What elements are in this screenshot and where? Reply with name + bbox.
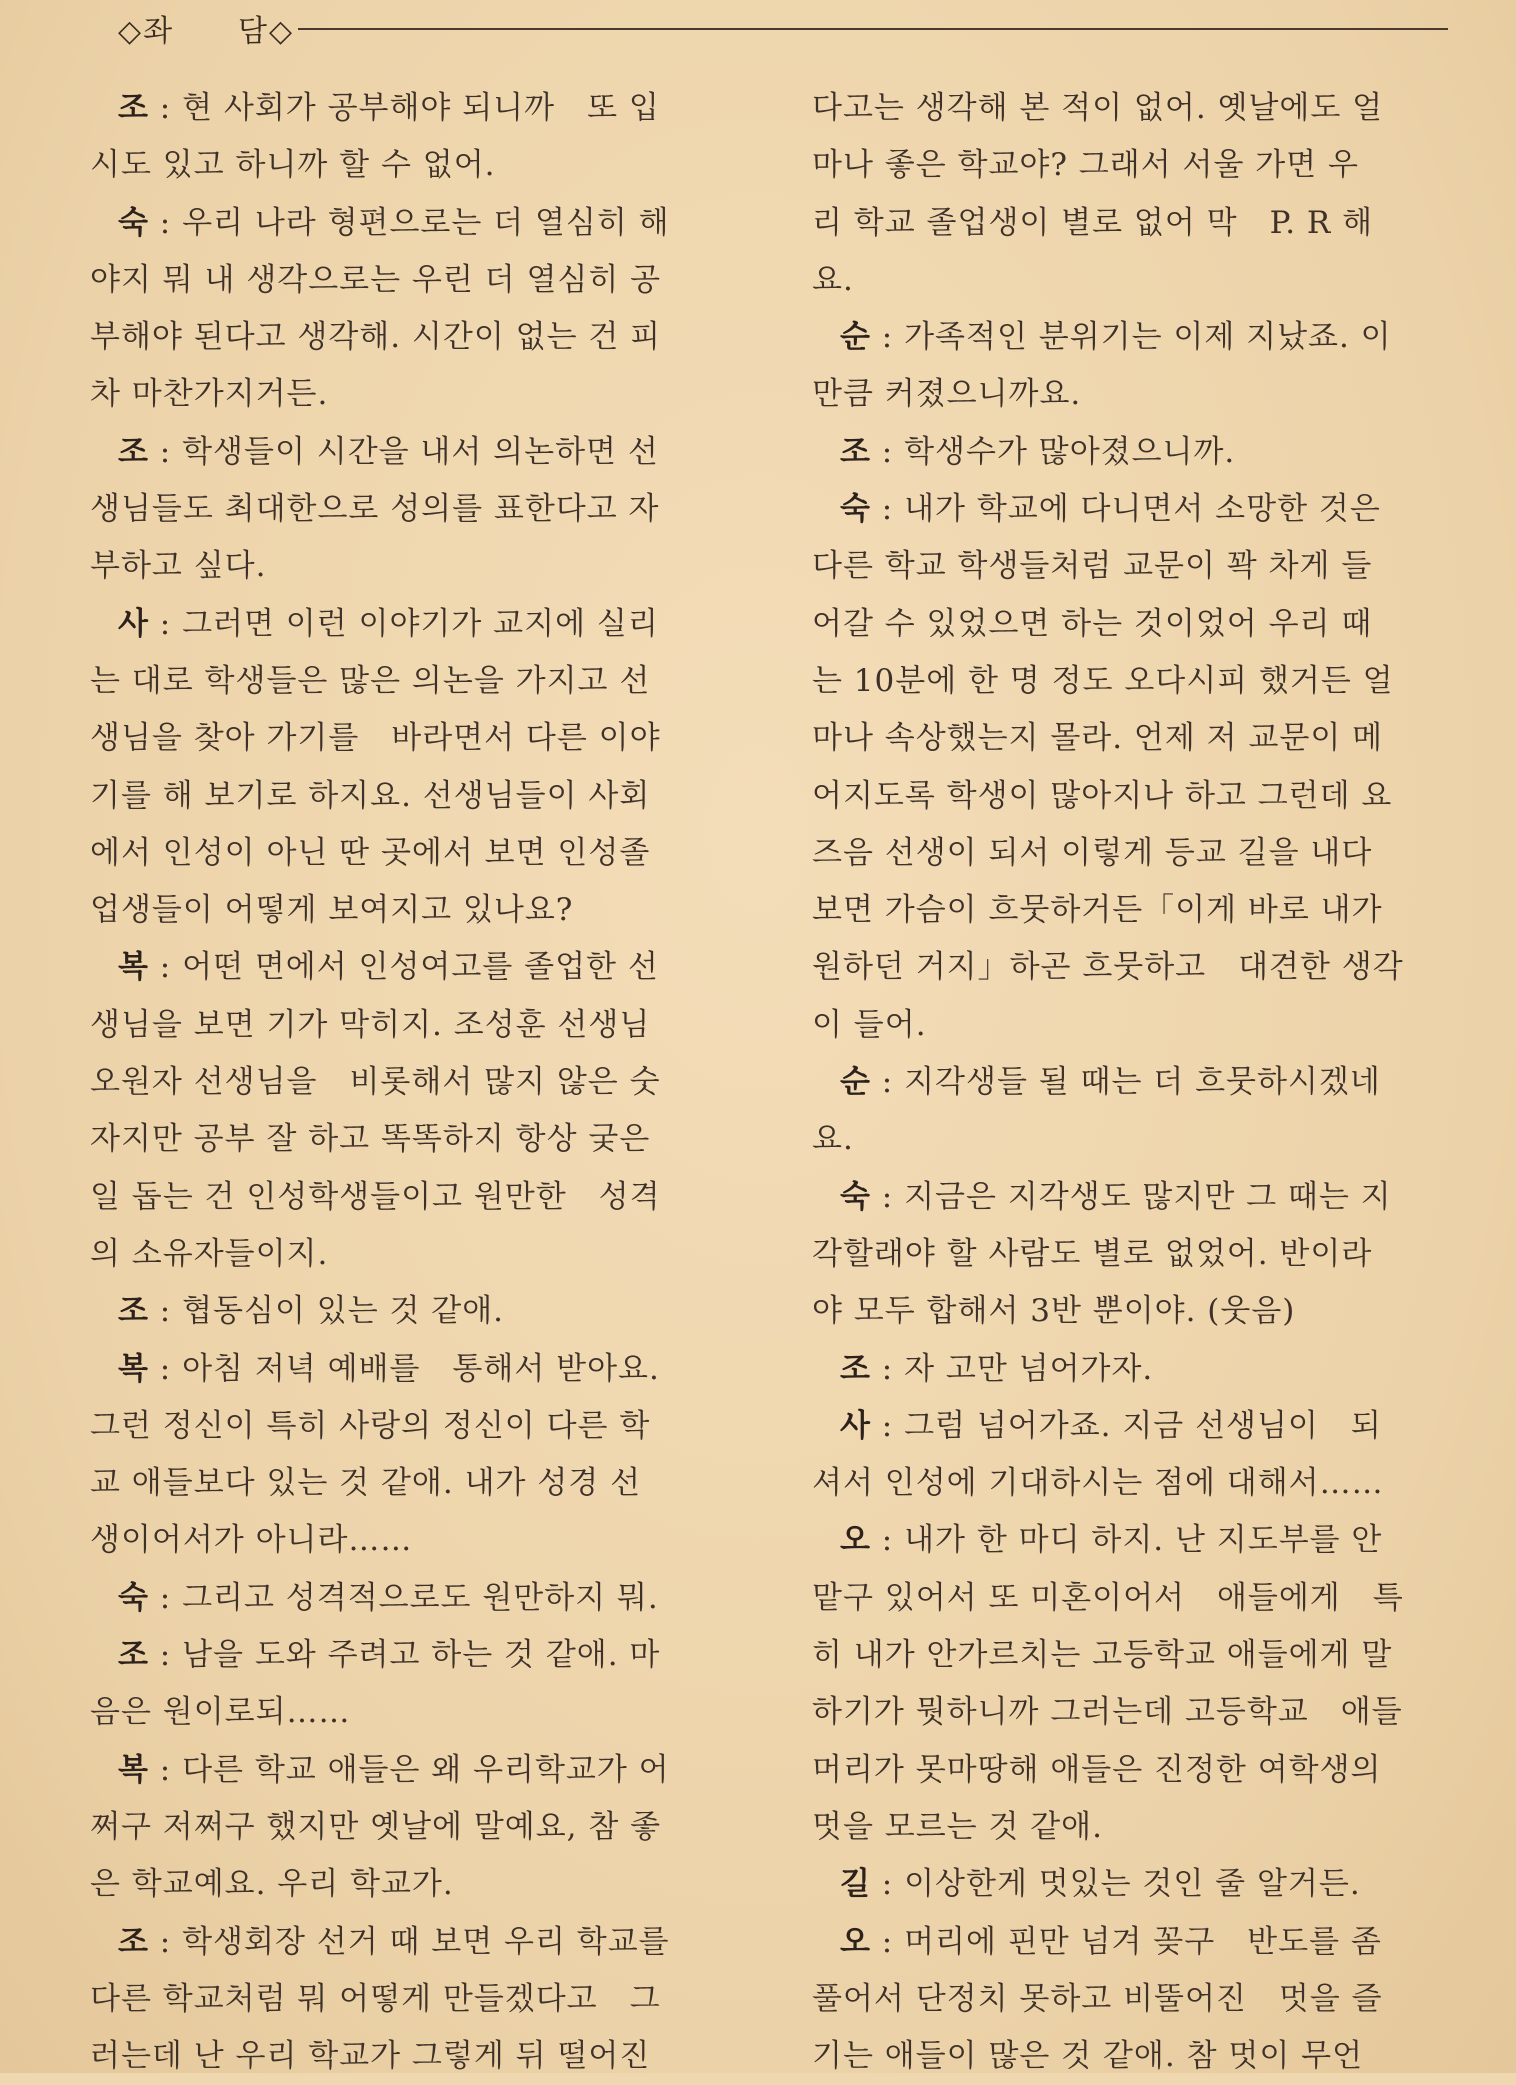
text-line — [812, 1111, 1462, 1168]
text-line — [90, 1742, 740, 1799]
text-line — [90, 366, 740, 423]
line-text: : 현 사회가 공부해야 되니까 또 입 — [148, 90, 660, 126]
text-line — [812, 1914, 1462, 1971]
line-text: 이 들어. — [812, 1006, 927, 1043]
text-line — [90, 1914, 740, 1971]
speaker-label: 복 — [118, 1350, 149, 1387]
text-line — [90, 195, 740, 252]
line-text: : 그리고 성격적으로도 원만하지 뭐. — [148, 1579, 659, 1616]
speaker-label: 사 — [118, 605, 149, 642]
line-text: : 협동심이 있는 것 같애. — [148, 1293, 505, 1330]
line-text: 어지도록 학생이 많아지나 하고 그런데 요 — [812, 777, 1393, 814]
speaker-label: 길 — [840, 1866, 871, 1903]
text-line — [812, 1856, 1462, 1913]
line-text: 맡구 있어서 또 미혼이어서 애들에게 특 — [812, 1579, 1404, 1616]
text-line — [90, 424, 740, 481]
text-column-left — [90, 80, 740, 2085]
text-line — [812, 825, 1462, 882]
line-text: : 다른 학교 애들은 왜 우리학교가 어 — [148, 1751, 670, 1788]
text-line — [812, 653, 1462, 710]
text-line — [90, 80, 740, 137]
line-text: 마나 좋은 학교야? 그래서 서울 가면 우 — [812, 147, 1359, 184]
line-text: 요. — [812, 1121, 854, 1158]
speaker-label: 숙 — [840, 491, 871, 528]
speaker-label: 조 — [118, 1923, 149, 1960]
line-text: 요. — [812, 261, 854, 298]
line-text: 하기가 뭣하니까 그러는데 고등학교 애들 — [812, 1694, 1403, 1731]
text-line — [812, 1341, 1462, 1398]
line-text: 생님을 보면 기가 막히지. 조성훈 선생님 — [90, 1006, 651, 1043]
line-text: 야 모두 합해서 3반 뿐이야. (웃음) — [812, 1293, 1296, 1330]
text-line — [90, 1111, 740, 1168]
page-header — [118, 4, 1448, 52]
section-title: ◇좌 담◇ — [118, 14, 295, 49]
line-text: 생이어서가 아니라…… — [90, 1522, 413, 1559]
speaker-label: 조 — [118, 90, 149, 126]
line-text: 러는데 난 우리 학교가 그렇게 뒤 떨어진 — [90, 2038, 651, 2075]
text-line — [90, 997, 740, 1054]
line-text: 만큼 커졌으니까요. — [812, 376, 1082, 413]
text-line — [812, 481, 1462, 538]
text-line — [90, 137, 740, 194]
text-line — [812, 1054, 1462, 1111]
text-line — [812, 366, 1462, 423]
line-text: 쩌구 저쩌구 했지만 옛날에 말예요, 참 좋 — [90, 1808, 662, 1845]
line-text: : 어떤 면에서 인성여고를 졸업한 선 — [148, 949, 659, 986]
text-line — [90, 710, 740, 767]
line-text: 의 소유자들이지. — [90, 1235, 329, 1272]
text-line — [812, 1226, 1462, 1283]
line-text: 히 내가 안가르치는 고등학교 애들에게 말 — [812, 1637, 1393, 1674]
line-text: 각할래야 할 사람도 별로 없었어. 반이라 — [812, 1235, 1373, 1272]
speaker-label: 순 — [840, 319, 871, 356]
line-text: 기를 해 보기로 하지요. 선생님들이 사회 — [90, 777, 651, 814]
line-text: : 가족적인 분위기는 이제 지났죠. 이 — [870, 319, 1392, 356]
line-text: 즈음 선생이 되서 이렇게 등교 길을 내다 — [812, 834, 1373, 871]
line-text: 원하던 거지」하곤 흐뭇하고 대견한 생각 — [812, 949, 1404, 986]
line-text: 부하고 싶다. — [90, 548, 267, 585]
line-text: : 자 고만 넘어가자. — [870, 1350, 1154, 1387]
line-text: 부해야 된다고 생각해. 시간이 없는 건 피 — [90, 319, 662, 356]
text-line — [812, 1169, 1462, 1226]
line-text: 머리가 못마땅해 애들은 진정한 여학생의 — [812, 1751, 1382, 1788]
line-text: 다른 학교 학생들처럼 교문이 꽉 차게 들 — [812, 548, 1373, 585]
text-line — [90, 1341, 740, 1398]
line-text: 기는 애들이 많은 것 같애. 참 멋이 무언 — [812, 2038, 1364, 2075]
line-text: 는 대로 학생들은 많은 의논을 가지고 선 — [90, 662, 651, 699]
speaker-label: 조 — [118, 1637, 149, 1674]
text-line — [90, 252, 740, 309]
text-line — [812, 80, 1462, 137]
line-text: : 학생회장 선거 때 보면 우리 학교를 — [148, 1923, 670, 1960]
line-text: 풀어서 단정치 못하고 비뚤어진 멋을 즐 — [812, 1980, 1383, 2017]
line-text: : 아침 저녁 예배를 통해서 받아요. — [148, 1350, 660, 1387]
text-line — [90, 1398, 740, 1455]
line-text: 다른 학교처럼 뭐 어떻게 만들겠다고 그 — [90, 1980, 661, 2017]
line-text: 교 애들보다 있는 것 같애. 내가 성경 선 — [90, 1465, 642, 1502]
text-line — [812, 424, 1462, 481]
speaker-label: 순 — [840, 1064, 871, 1101]
text-line — [812, 1283, 1462, 1340]
line-text: 그런 정신이 특히 사랑의 정신이 다른 학 — [90, 1407, 651, 1444]
line-text: 다고는 생각해 본 적이 없어. 옛날에도 얼 — [812, 90, 1384, 126]
speaker-label: 사 — [840, 1407, 871, 1444]
line-text: : 그럼 넘어가죠. 지금 선생님이 되 — [870, 1407, 1382, 1444]
line-text: 은 학교예요. 우리 학교가. — [90, 1866, 454, 1903]
text-line — [90, 596, 740, 653]
line-text: : 그러면 이런 이야기가 교지에 실리 — [148, 605, 659, 642]
speaker-label: 복 — [118, 1751, 149, 1788]
speaker-label: 오 — [840, 1522, 871, 1559]
text-line — [90, 1169, 740, 1226]
text-line — [812, 1570, 1462, 1627]
speaker-label: 복 — [118, 949, 149, 986]
text-line — [90, 1455, 740, 1512]
text-line — [812, 997, 1462, 1054]
line-text: : 내가 학교에 다니면서 소망한 것은 — [870, 491, 1381, 528]
line-text: 일 돕는 건 인성학생들이고 원만한 성격 — [90, 1178, 661, 1215]
text-line — [90, 768, 740, 825]
line-text: 자지만 공부 잘 하고 똑똑하지 항상 궂은 — [90, 1121, 651, 1158]
text-line — [90, 1684, 740, 1741]
text-line — [812, 1627, 1462, 1684]
text-line — [90, 2028, 740, 2085]
text-line — [812, 1742, 1462, 1799]
header-rule — [298, 28, 1448, 30]
text-line — [812, 1398, 1462, 1455]
line-text: 음은 원이로되…… — [90, 1694, 351, 1731]
text-line — [90, 309, 740, 366]
text-line — [90, 481, 740, 538]
text-line — [812, 939, 1462, 996]
line-text: 에서 인성이 아닌 딴 곳에서 보면 인성졸 — [90, 834, 651, 871]
speaker-label: 숙 — [118, 1579, 149, 1616]
text-line — [90, 538, 740, 595]
text-line — [90, 1226, 740, 1283]
text-line — [812, 710, 1462, 767]
text-line — [90, 1971, 740, 2028]
line-text: 오원자 선생님을 비롯해서 많지 않은 숫 — [90, 1064, 661, 1101]
text-line — [90, 1627, 740, 1684]
line-text: : 지금은 지각생도 많지만 그 때는 지 — [870, 1178, 1392, 1215]
line-text: : 머리에 핀만 넘겨 꽂구 반도를 좀 — [870, 1923, 1382, 1960]
line-text: 야지 뭐 내 생각으로는 우린 더 열심히 공 — [90, 261, 662, 298]
line-text: 마나 속상했는지 몰라. 언제 저 교문이 메 — [812, 720, 1384, 757]
line-text: 차 마찬가지거든. — [90, 376, 329, 413]
line-text: : 학생들이 시간을 내서 의논하면 선 — [148, 433, 659, 470]
speaker-label: 조 — [118, 433, 149, 470]
text-line — [812, 596, 1462, 653]
text-line — [812, 538, 1462, 595]
speaker-label: 숙 — [118, 204, 149, 241]
line-text: : 이상한게 멋있는 것인 줄 알거든. — [870, 1866, 1361, 1903]
line-text: 보면 가슴이 흐뭇하거든「이게 바로 내가 — [812, 892, 1383, 929]
speaker-label: 오 — [840, 1923, 871, 1960]
speaker-label: 조 — [840, 433, 871, 470]
line-text: 시도 있고 하니까 할 수 없어. — [90, 147, 496, 184]
line-text: 리 학교 졸업생이 별로 없어 막 P. R 해 — [812, 204, 1374, 241]
line-text: : 지각생들 될 때는 더 흐뭇하시겠네 — [870, 1064, 1381, 1101]
speaker-label: 조 — [840, 1350, 871, 1387]
text-line — [90, 939, 740, 996]
text-column-right — [812, 80, 1462, 2085]
text-line — [812, 1799, 1462, 1856]
text-line — [812, 252, 1462, 309]
text-line — [812, 2028, 1462, 2085]
text-line — [812, 1971, 1462, 2028]
line-text: 업생들이 어떻게 보여지고 있나요? — [90, 892, 574, 929]
line-text: 는 10분에 한 명 정도 오다시피 했거든 얼 — [812, 662, 1394, 699]
text-line — [812, 882, 1462, 939]
line-text: : 학생수가 많아졌으니까. — [870, 433, 1236, 470]
text-line — [812, 1512, 1462, 1569]
text-line — [90, 1856, 740, 1913]
text-line — [812, 309, 1462, 366]
text-line — [90, 882, 740, 939]
text-line — [90, 1570, 740, 1627]
text-line — [90, 1283, 740, 1340]
line-text: 셔서 인성에 기대하시는 점에 대해서…… — [812, 1465, 1384, 1502]
text-line — [90, 653, 740, 710]
line-text: 생님을 찾아 가기를 바라면서 다른 이야 — [90, 720, 661, 757]
text-line — [812, 1684, 1462, 1741]
text-line — [812, 1455, 1462, 1512]
line-text: : 남을 도와 주려고 하는 것 같애. 마 — [148, 1637, 661, 1674]
line-text: : 내가 한 마디 하지. 난 지도부를 안 — [870, 1522, 1383, 1559]
text-line — [90, 825, 740, 882]
text-line — [90, 1512, 740, 1569]
speaker-label: 조 — [118, 1293, 149, 1330]
text-line — [812, 137, 1462, 194]
text-line — [90, 1799, 740, 1856]
text-line — [812, 195, 1462, 252]
line-text: 어갈 수 있었으면 하는 것이었어 우리 때 — [812, 605, 1373, 642]
line-text: : 우리 나라 형편으로는 더 열심히 해 — [148, 204, 670, 241]
text-line — [90, 1054, 740, 1111]
line-text: 생님들도 최대한으로 성의를 표한다고 자 — [90, 491, 660, 528]
line-text: 멋을 모르는 것 같애. — [812, 1808, 1103, 1845]
text-line — [812, 768, 1462, 825]
speaker-label: 숙 — [840, 1178, 871, 1215]
